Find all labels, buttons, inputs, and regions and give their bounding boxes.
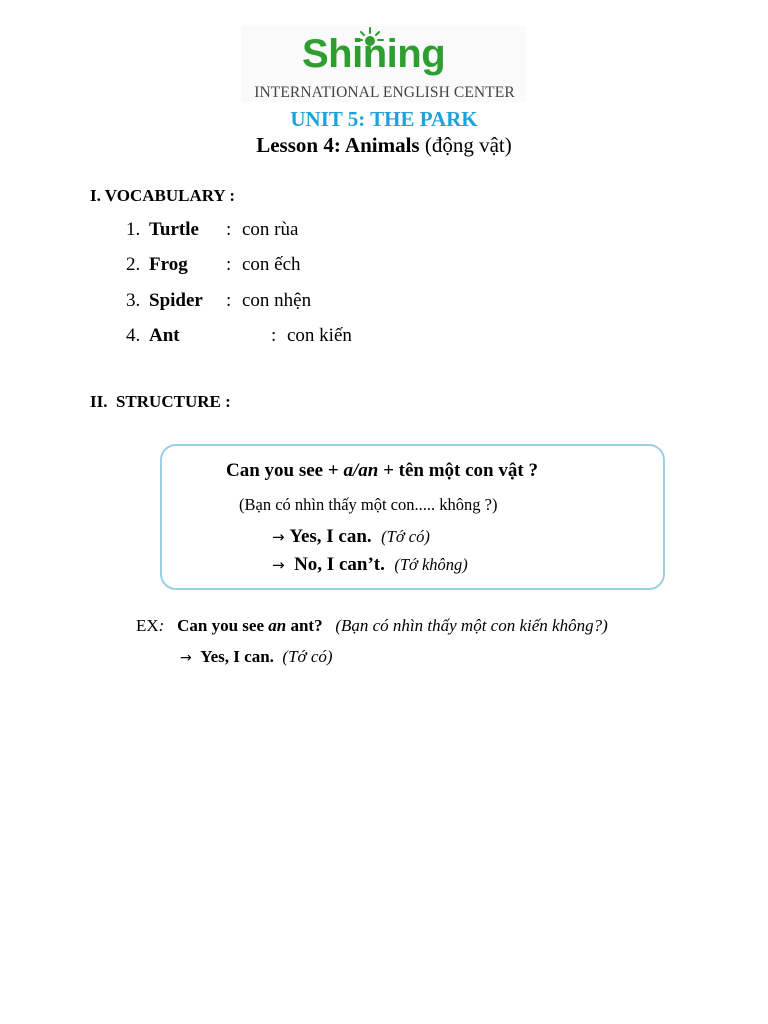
vocab-word: Frog <box>149 254 188 275</box>
vocab-meaning: con ếch <box>242 254 301 275</box>
example-question-article: an <box>268 616 287 635</box>
formula-article: a/an <box>343 460 379 481</box>
formula-prefix: Can you see + <box>226 460 344 481</box>
no-answer-line <box>272 554 468 576</box>
vocab-colon: : <box>226 290 232 311</box>
lesson-title <box>0 133 768 158</box>
no-answer: No, I can’t. <box>294 554 385 575</box>
yes-answer-line <box>272 526 430 548</box>
lesson-label: Lesson 4: Animals <box>256 133 420 157</box>
lesson-translation: (động vật) <box>424 133 512 157</box>
vocab-word: Spider <box>149 290 203 311</box>
example-label: EX <box>136 616 159 635</box>
example-question-line <box>136 616 608 636</box>
vocabulary-heading: I. VOCABULARY : <box>90 186 235 205</box>
example-answer-translation: (Tớ có) <box>282 647 333 666</box>
formula-translation: (Bạn có nhìn thấy một con..... không ?) <box>239 495 498 514</box>
yes-translation: (Tớ có) <box>381 527 430 546</box>
example-question <box>177 616 323 635</box>
no-translation: (Tớ không) <box>394 555 468 574</box>
example-label-colon: : <box>158 616 165 635</box>
vocab-meaning: con nhện <box>242 290 312 311</box>
vocab-number: 1. <box>126 219 141 240</box>
formula-suffix: + tên một con vật ? <box>378 460 538 481</box>
vocab-meaning: con rùa <box>242 219 299 240</box>
right-arrow-icon: → <box>180 650 192 666</box>
vocab-colon: : <box>226 219 232 240</box>
vocab-meaning: con kiến <box>287 325 352 346</box>
right-arrow-icon: → <box>272 556 285 574</box>
vocab-number: 2. <box>126 254 141 275</box>
example-question-translation: (Bạn có nhìn thấy một con kiến không?) <box>335 616 608 635</box>
yes-answer: Yes, I can. <box>289 526 372 547</box>
vocab-colon: : <box>271 325 277 346</box>
right-arrow-icon: → <box>272 528 285 546</box>
example-answer-line <box>180 647 333 667</box>
logo-subtitle: INTERNATIONAL ENGLISH CENTER <box>254 84 515 101</box>
vocab-word: Ant <box>149 325 180 346</box>
vocab-number: 4. <box>126 325 141 346</box>
example-question-suffix: ant? <box>286 616 323 635</box>
structure-formula <box>226 460 538 482</box>
structure-heading: II. STRUCTURE : <box>90 392 231 411</box>
vocab-word: Turtle <box>149 219 199 240</box>
example-question-prefix: Can you see <box>177 616 269 635</box>
unit-title: UNIT 5: THE PARK <box>290 107 478 131</box>
vocab-number: 3. <box>126 290 141 311</box>
example-answer: Yes, I can. <box>200 647 274 666</box>
logo-wordmark: Shining <box>302 32 446 76</box>
vocab-colon: : <box>226 254 232 275</box>
